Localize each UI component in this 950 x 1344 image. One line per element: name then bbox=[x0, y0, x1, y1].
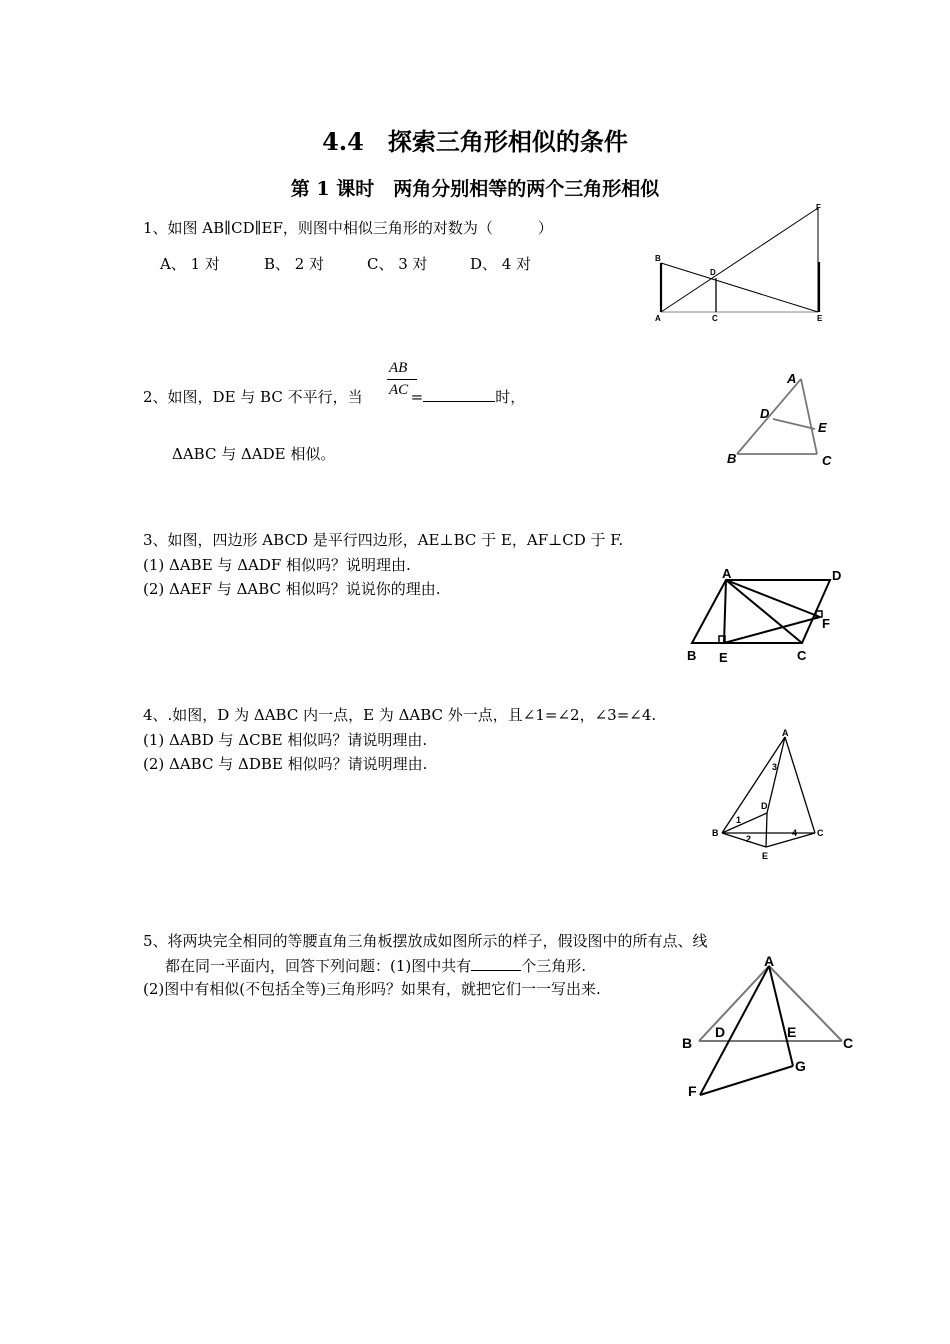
q2-label-e: E bbox=[818, 420, 827, 435]
q1-option-b: B、 2 对 bbox=[264, 255, 325, 273]
q5-label-g: G bbox=[795, 1058, 806, 1074]
q2-fraction-numerator: AB bbox=[389, 360, 408, 376]
q5-line2 bbox=[165, 956, 586, 975]
q2-label-a: A bbox=[787, 371, 797, 386]
q5-line2-end: 个三角形. bbox=[521, 957, 587, 975]
q2-figure bbox=[720, 368, 850, 468]
q2-text bbox=[143, 387, 525, 406]
q4-line2: (1) ΔABD 与 ΔCBE 相似吗？请说明理由. bbox=[143, 731, 428, 749]
q4-angle-2: 2 bbox=[746, 834, 752, 844]
q2-label-c: C bbox=[822, 453, 832, 468]
q2-fraction-denominator: AC bbox=[389, 382, 409, 398]
q3-label-a: A bbox=[722, 566, 732, 581]
q4-label-c: C bbox=[817, 828, 824, 838]
q5-answer-blank[interactable] bbox=[471, 956, 521, 971]
q1-option-d: D、 4 对 bbox=[470, 255, 532, 273]
q3-figure bbox=[680, 565, 860, 670]
q5-line2-start: 都在同一平面内，回答下列问题：(1)图中共有 bbox=[165, 957, 472, 975]
q4-angle-1: 1 bbox=[736, 815, 742, 825]
q3-line1: 3、如图，四边形 ABCD 是平行四边形，AE⊥BC 于 E，AF⊥CD 于 F. bbox=[143, 531, 624, 549]
q2-label-b: B bbox=[727, 451, 737, 466]
q5-label-f: F bbox=[688, 1083, 697, 1099]
q3-label-b: B bbox=[687, 648, 697, 663]
q3-label-e: E bbox=[719, 650, 728, 665]
q1-option-c: C、 3 对 bbox=[367, 255, 428, 273]
q3-line2: (1) ΔABE 与 ΔADF 相似吗？说明理由. bbox=[143, 556, 411, 574]
q5-label-a: A bbox=[764, 953, 775, 969]
q5-line3: (2)图中有相似(不包括全等)三角形吗？如果有，就把它们一一写出来. bbox=[143, 980, 601, 998]
q1-text: 1、如图 AB∥CD∥EF，则图中相似三角形的对数为（ ） bbox=[143, 219, 553, 237]
q1-option-a: A、 1 对 bbox=[160, 255, 220, 273]
q3-line3: (2) ΔAEF 与 ΔABC 相似吗？说说你的理由. bbox=[143, 580, 441, 598]
q5-figure bbox=[680, 950, 860, 1100]
q1-label-d: D bbox=[710, 268, 716, 277]
q1-label-a: A bbox=[655, 314, 661, 323]
q2-answer-blank[interactable] bbox=[423, 387, 495, 402]
q4-label-d: D bbox=[761, 801, 768, 811]
q2-line2: ΔABC 与 ΔADE 相似。 bbox=[172, 445, 336, 463]
q1-label-c: C bbox=[712, 314, 718, 323]
q3-label-f: F bbox=[822, 616, 830, 631]
q4-angle-4: 4 bbox=[792, 828, 798, 838]
q2-label-d: D bbox=[760, 406, 770, 421]
q4-line3: (2) ΔABC 与 ΔDBE 相似吗？请说明理由. bbox=[143, 755, 428, 773]
q4-label-a: A bbox=[782, 728, 789, 738]
q5-label-e: E bbox=[787, 1024, 797, 1040]
q1-figure bbox=[650, 200, 840, 325]
q3-label-c: C bbox=[797, 648, 807, 663]
q4-angle-3: 3 bbox=[772, 762, 778, 772]
q5-line1: 5、将两块完全相同的等腰直角三角板摆放成如图所示的样子，假设图中的所有点、线 bbox=[143, 932, 708, 950]
q4-line1: 4、.如图，D 为 ΔABC 内一点，E 为 ΔABC 外一点，且∠1=∠2，∠3=∠4. bbox=[143, 706, 657, 724]
q2-fraction-bar bbox=[387, 379, 417, 380]
q5-label-d: D bbox=[715, 1024, 726, 1040]
q3-label-d: D bbox=[832, 568, 842, 583]
q1-label-e: E bbox=[817, 314, 823, 323]
page-title: 4.4 探索三角形相似的条件 bbox=[322, 127, 628, 156]
q5-label-c: C bbox=[843, 1035, 854, 1051]
q1-label-f: F bbox=[816, 203, 821, 212]
q2-equals: = bbox=[410, 388, 424, 406]
q1-label-b: B bbox=[655, 254, 661, 263]
q4-figure bbox=[705, 725, 835, 870]
q2-prefix: 2、如图，DE 与 BC 不平行，当 bbox=[143, 388, 363, 406]
q4-label-e: E bbox=[762, 851, 769, 861]
lesson-subtitle: 第 1 课时 两角分别相等的两个三角形相似 bbox=[290, 178, 660, 200]
q5-label-b: B bbox=[682, 1035, 693, 1051]
q2-suffix: 时， bbox=[495, 388, 526, 406]
q4-label-b: B bbox=[712, 828, 719, 838]
